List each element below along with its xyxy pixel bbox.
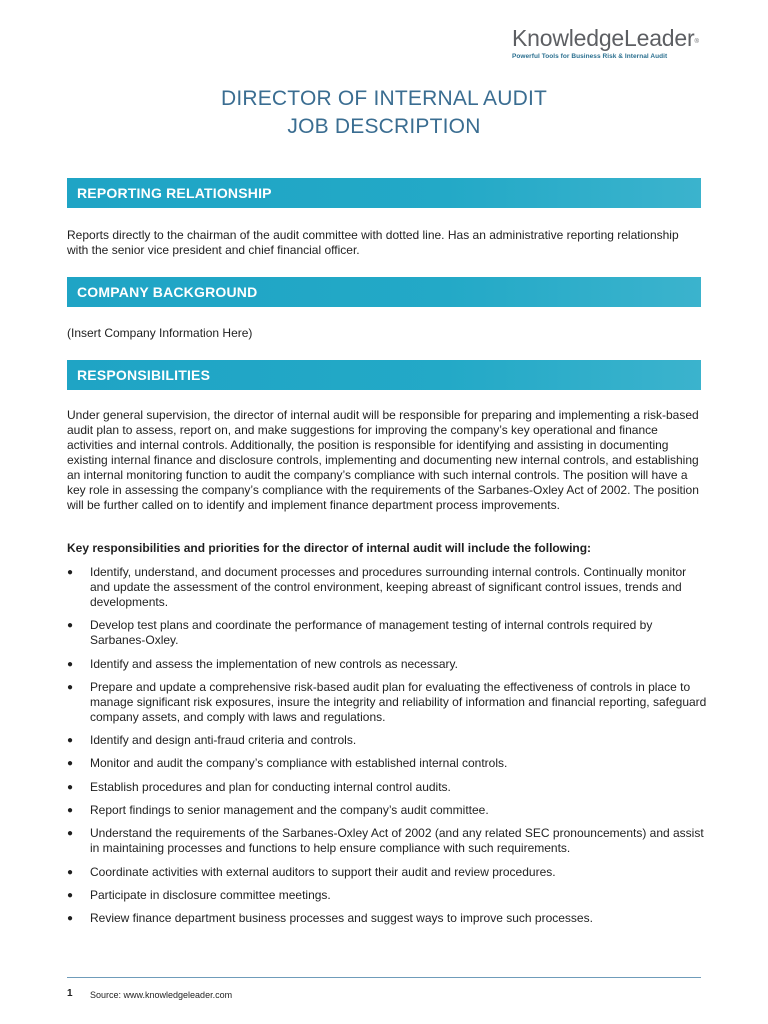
section-heading-reporting: REPORTING RELATIONSHIP: [67, 178, 701, 208]
list-item: ● Understand the requirements of the Sarbanes-Oxley Act of 2002 (and any related SEC pronouncements) and assist in maintaining processes and functions to help ensure compliance with such requirements.: [67, 826, 704, 856]
list-item: ● Develop test plans and coordinate the performance of management testing of internal controls required by Sarbanes-Oxley.: [67, 618, 653, 648]
list-item: ● Participate in disclosure committee meetings.: [67, 887, 331, 902]
bullet-icon: ●: [67, 735, 74, 747]
responsibilities-list: [67, 565, 707, 935]
responsibilities-text: Under general supervision, the director of internal audit will be responsible for preparing and implementing a risk-based audit plan to assess, report on, and make suggestions for improving the company’s key operational and finance activities and internal controls. Additionally, the position is responsible for identifying and assisting in documenting existing internal finance and disclosure controls, implementing and documenting new internal controls, and establishing an internal monitoring function to audit the company’s compliance with such internal controls. The position will have a key role in assessing the company’s compliance with the requirements of the Sarbanes-Oxley Act of 2002. The position will be further called on to identify and implement finance department process improvements.: [67, 408, 699, 512]
list-item: ● Establish procedures and plan for conducting internal control audits.: [67, 779, 451, 794]
list-item: ● Report findings to senior management and the company’s audit committee.: [67, 803, 489, 818]
bullet-icon: ●: [67, 889, 74, 901]
source-note: Source: www.knowledgeleader.com: [90, 990, 233, 1000]
title-line-1: DIRECTOR OF INTERNAL AUDIT: [220, 87, 548, 110]
document-title: [0, 85, 768, 141]
list-item: ● Prepare and update a comprehensive risk-based audit plan for evaluating the effectiveness of controls in place to manage significant risk exposures, insure the integrity and reliability of information and financial reporting, safeguard company assets, and comply with laws and regulations.: [67, 679, 707, 724]
brand-logo: [512, 24, 712, 60]
section-heading-responsibilities: RESPONSIBILITIES: [67, 360, 701, 390]
registered-mark: ®: [694, 39, 699, 45]
bullet-icon: ●: [67, 805, 74, 817]
section-heading-background: COMPANY BACKGROUND: [67, 277, 701, 307]
list-item: ● Review finance department business processes and suggest ways to improve such processes.: [67, 911, 593, 926]
list-item: ● Identify and assess the implementation of new controls as necessary.: [67, 656, 458, 671]
bullet-icon: ●: [67, 567, 74, 578]
footer-divider: [67, 977, 701, 978]
list-item: ● Identify, understand, and document processes and procedures surrounding internal controls. Continually monitor and update the assessment of the control environment, keeping abreast of significant control issues, trends and developments.: [67, 565, 687, 609]
bullet-icon: ●: [67, 781, 74, 793]
bullet-icon: ●: [67, 620, 74, 632]
reporting-text: Reports directly to the chairman of the audit committee with dotted line. Has an administrative reporting relationship with the senior vice president and chief financial officer.: [67, 228, 679, 257]
bullet-icon: ●: [67, 913, 74, 925]
brand-tagline: Powerful Tools for Business Risk & Internal Audit: [512, 53, 668, 60]
list-item: ● Monitor and audit the company’s compliance with established internal controls.: [67, 756, 508, 771]
brand-name: KnowledgeLeader®: [512, 25, 699, 51]
bullet-icon: ●: [67, 658, 74, 670]
page-number: 1: [67, 988, 73, 999]
bullet-icon: ●: [67, 758, 74, 770]
bullet-icon: ●: [67, 681, 74, 693]
title-line-2: JOB DESCRIPTION: [287, 115, 481, 138]
list-item: ● Coordinate activities with external auditors to support their audit and review procedures.: [67, 864, 556, 879]
key-responsibilities-heading: Key responsibilities and priorities for the director of internal audit will include the following:: [67, 541, 592, 555]
bullet-icon: ●: [67, 866, 74, 878]
background-text: (Insert Company Information Here): [67, 326, 253, 340]
list-item: ● Identify and design anti-fraud criteria and controls.: [67, 733, 357, 748]
bullet-icon: ●: [67, 828, 74, 840]
